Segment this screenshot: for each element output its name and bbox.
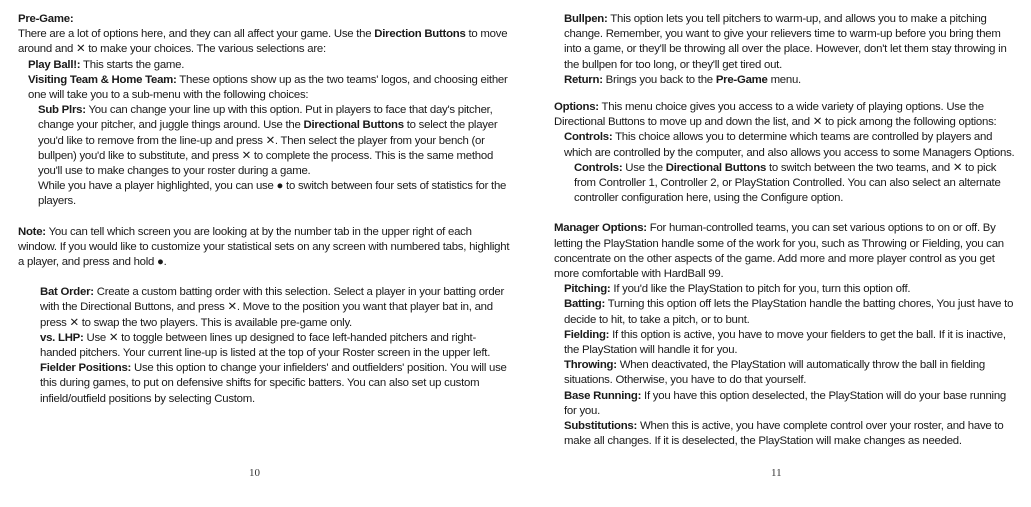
base-running-entry: Base Running: If you have this option deselected, the PlayStation will do your base running for you. — [564, 389, 1006, 417]
pregame-heading: Pre-Game: — [18, 13, 74, 25]
return-entry: Return: Brings you back to the Pre-Game menu. — [564, 73, 801, 86]
vs-lhp-entry: vs. LHP: Use ✕ to toggle between lines up designed to face left-handed pitchers and right-handed pitchers. Your current line-up is listed at the top of your Roster screen in the upper left. — [40, 331, 491, 360]
throwing-entry: Throwing: When deactivated, the PlayStation will automatically throw the ball in fielding situations. Otherwise, you have to do that yourself. — [564, 359, 985, 387]
controls-sub-entry: Controls: Use the Directional Buttons to switch between the two teams, and ✕ to pick from Controller 1, Controller 2, or PlayStation Controlled. You can also select an alternate controller configuration here, using the Configure option. — [574, 161, 1001, 205]
bat-order-entry: Bat Order: Create a custom batting order with this selection. Select a player in your batting order with the Directional Buttons, and press ✕. Move to the position you want that player bat in, and press ✕ to swap the two players. This is available pre-game only. — [40, 286, 505, 329]
batting-entry: Batting: Turning this option off lets the PlayStation handle the batting chores, You just have to decide to hit, to take a pitch, or to bunt. — [564, 298, 1014, 326]
note-paragraph: Note: You can tell which screen you are looking at by the number tab in the upper right of each window. If you would like to customize your statistical sets on any screen with numbered tabs, highlight a player, and press and hold ●. — [18, 225, 510, 269]
fielder-positions-entry: Fielder Positions: Use this option to change your infielders' and outfielders' position. You will use this during games, to put on defensive shifts for specific batters. You can also set up custom infield/outfield positions by selecting Custom. — [40, 362, 507, 405]
manual-page-left — [18, 12, 510, 407]
pregame-intro: There are a lot of options here, and they can all affect your game. Use the Direction Buttons to move around and ✕ to make your choices. The various selections are: — [18, 28, 508, 56]
bullpen-entry: Bullpen: This option lets you tell pitchers to warm-up, and allows you to make a pitching change. Remember, you want to give your relievers time to warm-up before you bring them into a game, or they'll be throwing all over the place. However, don't let them stay throwing in the bullpen for too long, or they'll get tired out. — [564, 13, 1007, 71]
highlight-stats-text: While you have a player highlighted, you can use ● to switch between four sets of statistics for the players. — [38, 180, 507, 208]
playball-entry: Play Ball!: This starts the game. — [28, 58, 185, 71]
options-paragraph: Options: This menu choice gives you access to a wide variety of playing options. Use the Directional Buttons to move up and down the list, and ✕ to pick among the following options: — [554, 101, 997, 129]
fielding-entry: Fielding: If this option is active, you have to move your fielders to get the ball. If it is inactive, the PlayStation will handle it for you. — [564, 328, 1006, 357]
controls-entry: Controls: This choice allows you to determine which teams are controlled by players and which are controlled by the computer, and also allows you access to some Managers Options. — [564, 131, 1015, 159]
pitching-entry: Pitching: If you'd like the PlayStation to pitch for you, turn this option off. — [564, 283, 911, 296]
page-number-left: 10 — [249, 467, 260, 479]
manual-page-right — [554, 12, 1016, 449]
visiting-home-entry: Visiting Team & Home Team: These options show up as the two teams' logos, and choosing either one will take you to a sub-menu with the following choices: — [28, 73, 508, 102]
page-number-right: 11 — [771, 467, 782, 479]
substitutions-entry: Substitutions: When this is active, you have complete control over your roster, and have to make all changes. If it is deselected, the PlayStation will make changes as needed. — [564, 420, 1004, 448]
manager-options-paragraph: Manager Options: For human-controlled teams, you can set various options to on or off. By letting the PlayStation handle some of the work for you, such as Throwing or Fielding, you can concentrate on the other aspects of the game. Add more and more player control as you get more comfortable with HardBall 99. — [554, 222, 1004, 281]
sub-plrs-entry: Sub Plrs: You can change your line up with this option. Put in players to face that day's pitcher, change your pitcher, and juggle things around. Use the Directional Buttons to select the player you'd like to remove from the line-up and press ✕. Then select the player from your bench (or bullpen) you'd like to substitute, and press ✕ to complete the process. This is the same method you'll use to make changes to your roster during a game. — [38, 104, 498, 178]
